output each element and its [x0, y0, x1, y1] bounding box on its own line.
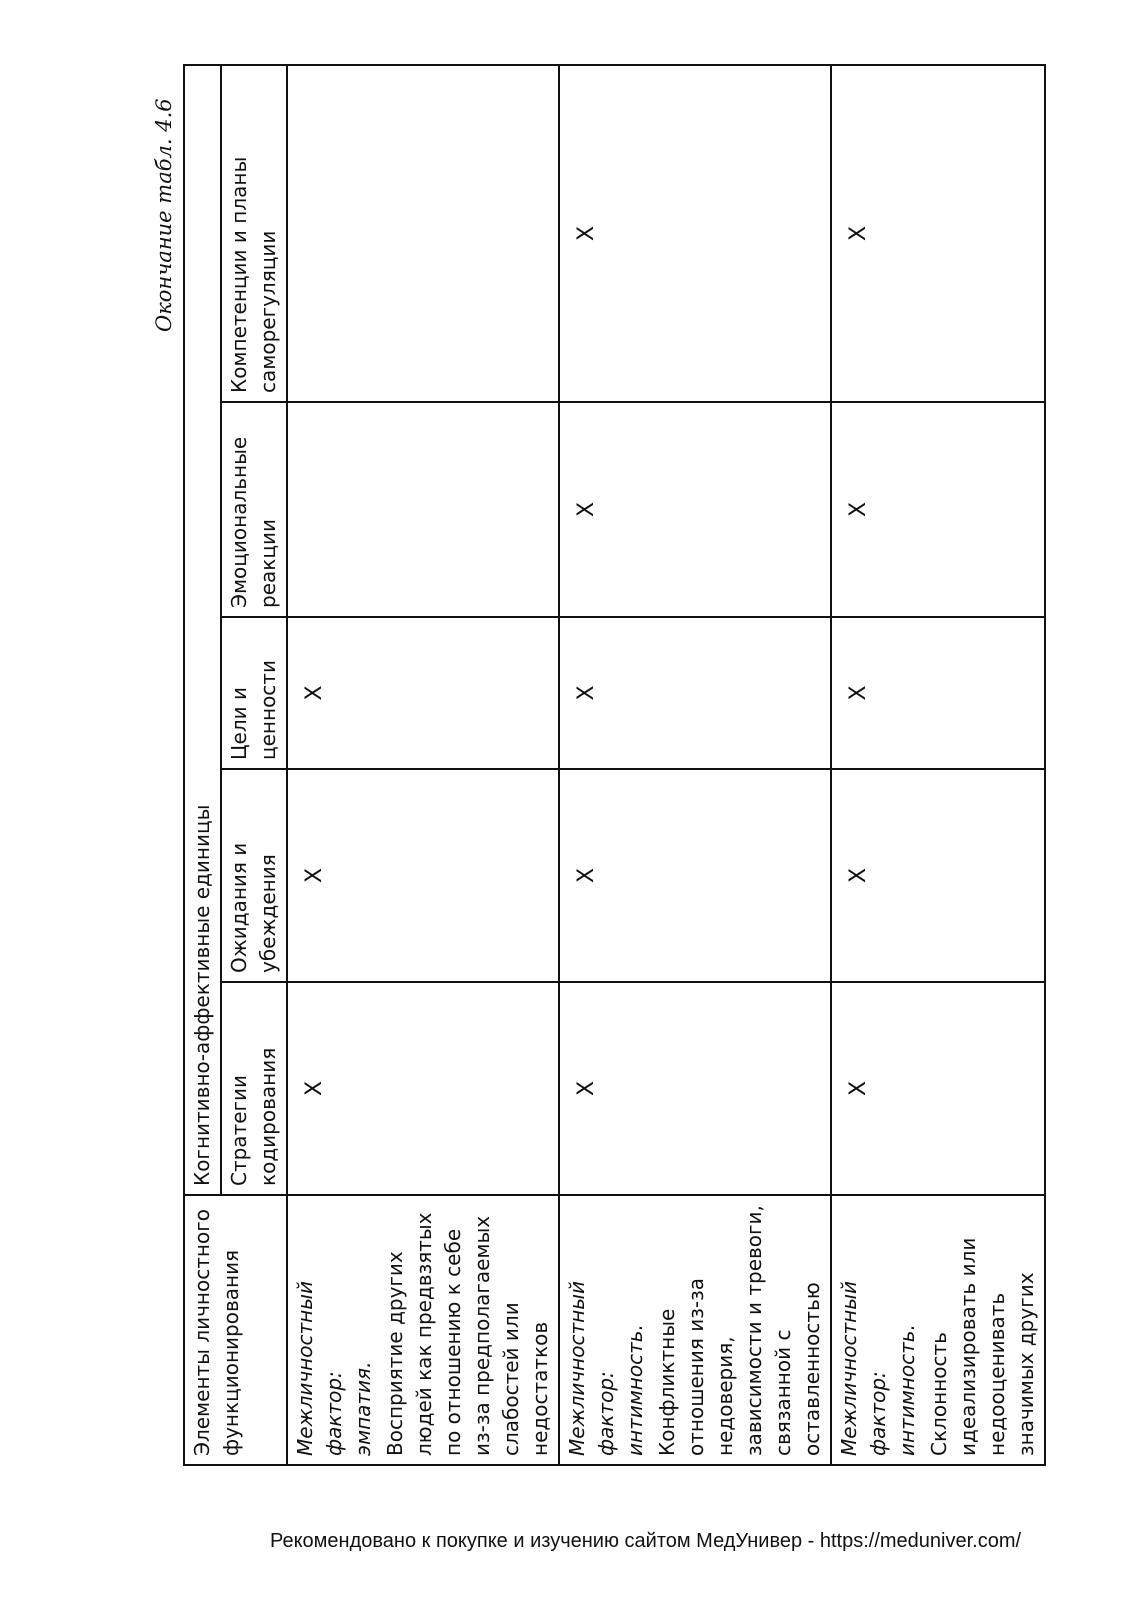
row-label [559, 1195, 831, 1465]
mark-cell [287, 402, 559, 617]
mark-cell: X [559, 769, 831, 982]
factor-label: Межличностный фактор: [293, 1281, 346, 1456]
footer-recommendation: Рекомендовано к покупке и изучению сайтом МедУнивер - https://meduniver.com/ [270, 1530, 1022, 1552]
mark-cell: X [287, 982, 559, 1195]
subfactor-label: интимность. [895, 1324, 919, 1456]
header-emotional-reactions: Эмоциональные реакции [221, 402, 287, 617]
header-goals-values: Цели и ценности [221, 617, 287, 769]
table-caption: Окончание табл. 4.6 [152, 98, 176, 332]
mark-cell: X [559, 402, 831, 617]
row-description: Склонность идеализировать или недооценивать значимых других [927, 1237, 1038, 1456]
mark-cell: X [831, 402, 1045, 617]
mark-cell: X [287, 769, 559, 982]
table-row [831, 65, 1045, 1465]
factor-label: Межличностный фактор: [837, 1281, 890, 1456]
mark-cell: X [831, 65, 1045, 402]
mark-cell: X [559, 65, 831, 402]
header-competencies-plans: Компетенции и планы саморегуляции [221, 65, 287, 402]
mark-cell: X [831, 982, 1045, 1195]
header-elements: Элементы личностного функционирования [184, 1195, 287, 1465]
table-row [559, 65, 831, 1465]
row-description: Восприятие других людей как предвзятых по отношению к себе из-за предполагаемых слабостей или недостатков [383, 1212, 552, 1456]
mark-cell: X [287, 617, 559, 769]
row-description: Конфликтные отношения из-за недоверия, зависимости и тревоги, связанной с оставленностью [655, 1205, 824, 1456]
table-row [287, 65, 559, 1465]
subfactor-label: эмпатия. [351, 1361, 375, 1456]
personality-table [183, 64, 1046, 1466]
mark-cell: X [559, 617, 831, 769]
factor-label: Межличностный фактор: [565, 1281, 618, 1456]
mark-cell [287, 65, 559, 402]
header-expectations-beliefs: Ожидания и убеждения [221, 769, 287, 982]
header-encoding-strategies: Стратегии кодирования [221, 982, 287, 1195]
row-label [287, 1195, 559, 1465]
mark-cell: X [831, 769, 1045, 982]
subfactor-label: интимность. [623, 1324, 647, 1456]
mark-cell: X [559, 982, 831, 1195]
header-row-group [184, 65, 221, 1465]
row-label [831, 1195, 1045, 1465]
mark-cell: X [831, 617, 1045, 769]
header-cognitive-affective-units: Когнитивно-аффективные единицы [184, 65, 221, 1195]
